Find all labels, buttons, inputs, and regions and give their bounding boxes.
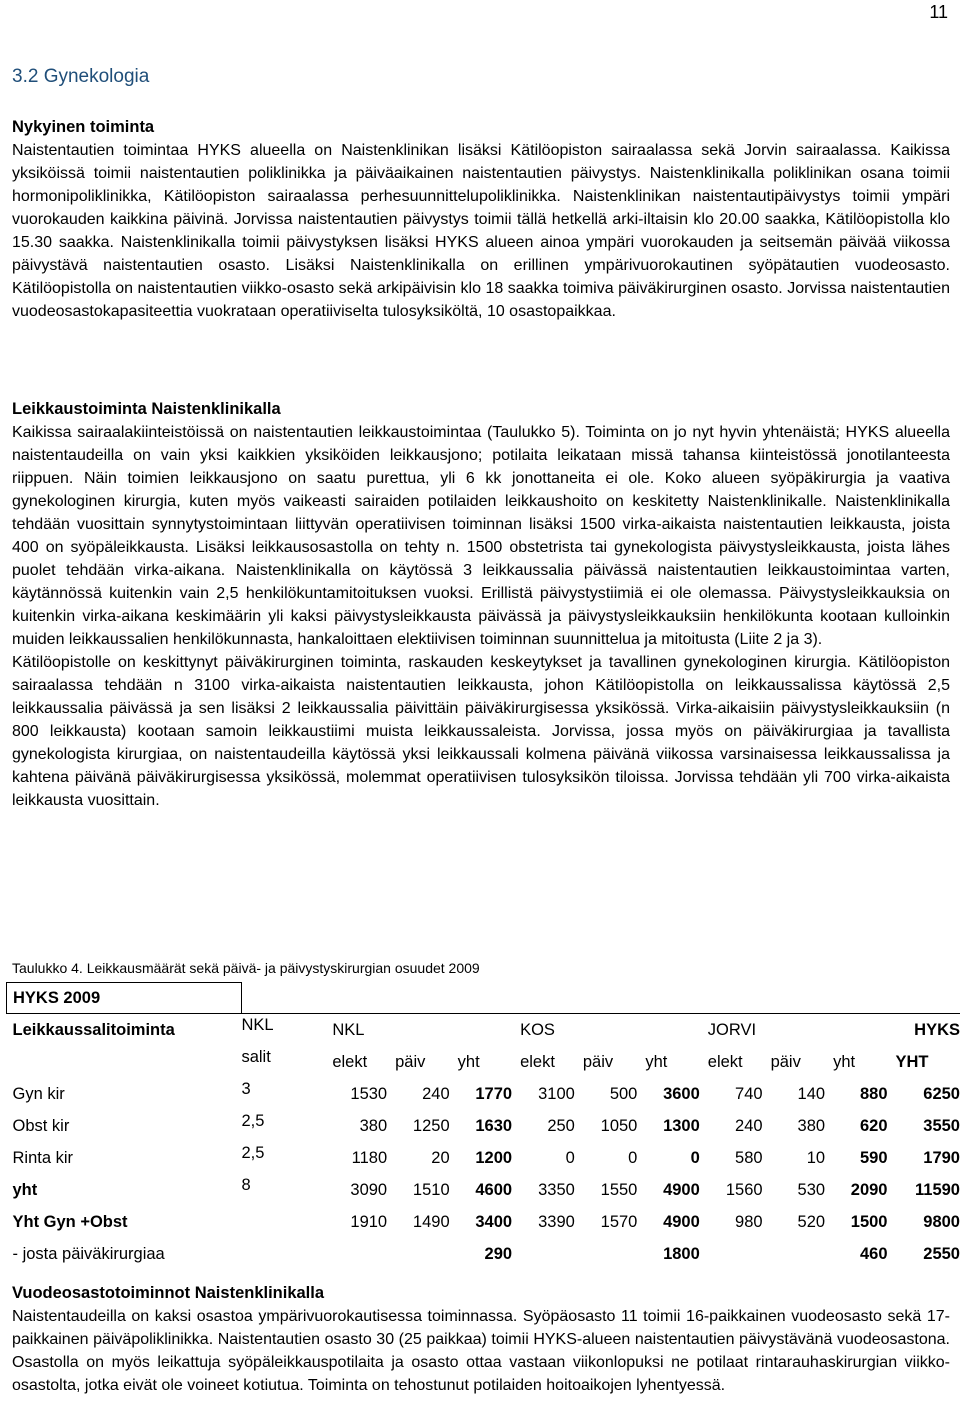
table-title: HYKS 2009: [7, 983, 242, 1014]
table-cell: [700, 1238, 763, 1270]
table-cell: 1800: [663, 1244, 700, 1263]
subhead: päiv: [770, 1052, 801, 1071]
table-row: [7, 1078, 960, 1110]
table-cell: 3350: [538, 1180, 575, 1199]
subhead: yht: [645, 1052, 668, 1071]
table-cell: 9800: [923, 1212, 960, 1231]
table-cell: [387, 1238, 450, 1270]
group-kos: KOS: [512, 1014, 700, 1047]
table-row: [7, 1174, 960, 1206]
surgery-table: [6, 982, 960, 1270]
row-label: Yht Gyn +Obst: [12, 1212, 128, 1231]
table-cell: 3550: [923, 1116, 960, 1135]
table-cell: 880: [859, 1084, 888, 1103]
table-cell: [575, 1238, 638, 1270]
table-cell: 250: [547, 1116, 575, 1135]
table-cell: 380: [359, 1116, 388, 1135]
row-label: - josta päiväkirurgiaa: [12, 1244, 165, 1263]
table-cell: [324, 1238, 387, 1270]
table-cell: 4900: [663, 1212, 700, 1231]
table-cell: 3090: [350, 1180, 388, 1199]
table-cell: 1790: [923, 1148, 960, 1167]
table-cell: 620: [859, 1116, 888, 1135]
table-cell: 1180: [351, 1148, 388, 1167]
table-cell: 240: [422, 1084, 450, 1103]
subhead: elekt: [332, 1052, 368, 1071]
table-cell: 140: [797, 1084, 826, 1103]
table-cell: 1570: [600, 1212, 638, 1231]
table-cell: 1550: [600, 1180, 638, 1199]
table-cell: 1200: [475, 1148, 513, 1167]
table-body: [7, 1078, 960, 1270]
table-cell: 1530: [350, 1084, 388, 1103]
row-salit: 2,5: [241, 1144, 265, 1162]
nkl-head: NKL: [241, 1014, 324, 1047]
table-cell: 0: [628, 1148, 638, 1167]
table-cell: 0: [690, 1148, 700, 1167]
table-row: [7, 1142, 960, 1174]
current-section: [12, 116, 950, 323]
table-cell: 500: [609, 1084, 638, 1103]
group-hyks: HYKS: [888, 1014, 960, 1047]
table-subhead-row: [7, 1046, 960, 1078]
ward-text: Naistentaudeilla on kaksi osastoa ympärivuorokautisessa toiminnassa. Syöpäosasto 11 toimii 16-paikkainen vuodeosasto sekä 17-paikkainen päiväpoliklinikka. Naistentautien osasto 30 (25 paikkaa) toimii HYKS-alueen naistentautien päivystävänä vuodeosastona. Osastolla on myös leikattuja syöpäleikkauspotilaita ja osasto ottaa vastaan viikonlopuksi ne potilaat rintarauhaskirurgian viikko-osastolta, jotka eivät ole voineet kotiutua. Toiminta on tehostunut potilaiden hoitoaikojen lyhentyessä.: [12, 1308, 950, 1394]
row-label: Rinta kir: [12, 1148, 74, 1167]
current-text: Naistentautien toimintaa HYKS alueella on Naistenklinikan lisäksi Kätilöopiston sairaalassa sekä Jorvin sairaalassa. Kaikissa yksiköissä toimii naistentautien poliklinikka ja päiväaikainen naistentautien päivystys. Naistenklinikalla poliklinikan osana toimii hormonipoliklinikka, Kätilöopiston sairaalassa perhesuunnittelupoliklinikka. Naistenklinikan naistentautipäivystys toimii ympäri vuorokauden kaikkina päivinä. Jorvissa naistentautien päivystys toimii tällä hetkellä arki-iltaisin klo 20.00 saakka, Kätilöopistolla klo 15.30 saakka. Naistenklinikalla toimii päivystyksen lisäksi HYKS alueen ainoa ympäri vuorokauden ja seitsemän päivää viikossa päivystävä naistentautien osasto. Lisäksi Naistenklinikalla on erillinen ympärivuorokautinen syöpätautien vuodeosasto. Kätilöopistolla on naistentautien viikko-osasto sekä arkipäivisin klo 18 saakka toimiva päiväkirurginen osasto. Jorvissa naistentautien vuodeosastokapasiteettia vuokrataan operatiiviselta tulosyksiköltä, 10 osastopaikkaa.: [12, 142, 950, 320]
table-cell: 520: [797, 1212, 826, 1231]
table-cell: 380: [797, 1116, 826, 1135]
row-label: Gyn kir: [12, 1084, 65, 1103]
table-cell: 20: [431, 1148, 450, 1167]
table-cell: 240: [735, 1116, 763, 1135]
row-salit: [241, 1206, 324, 1238]
table-cell: 590: [859, 1148, 888, 1167]
nkl-sub: salit: [241, 1048, 271, 1066]
subhead: yht: [833, 1052, 856, 1071]
table-cell: 530: [797, 1180, 826, 1199]
table-cell: 1500: [850, 1212, 888, 1231]
table-cell: 0: [565, 1148, 575, 1167]
table-cell: 1250: [412, 1116, 450, 1135]
table-caption: Taulukko 4. Leikkausmäärät sekä päivä- ja päivystyskirurgian osuudet 2009: [12, 960, 480, 976]
section-title: 3.2 Gynekologia: [12, 66, 150, 87]
table-cell: 1490: [412, 1212, 450, 1231]
table-cell: 10: [806, 1148, 826, 1167]
table-cell: 740: [735, 1084, 763, 1103]
table-row: [7, 1206, 960, 1238]
table-row: [7, 1238, 960, 1270]
surgery-text: Kaikissa sairaalakiinteistöissä on naistentautien leikkaustoimintaa (Taulukko 5). Toiminta on jo nyt hyvin yhtenäistä; HYKS alueella naistentaudeilla on vain yksi kaikkien yksiköiden leikkausjono; potilaita leikataan missä tahansa kiinteistössä jonotilanteesta riippuen. Näin toimien leikkausjono on saatu purettua, yli 6 kk jonottaneita ei ole. Koko alueen syöpäkirurgia ja vaativa gynekologinen kirurgia, kuten myös vaikeasti sairaiden potilaiden leikkaushoito on keskitetty Naistenklinikalle. Naistenklinikalla tehdään vuosittain synnytystoimintaan liittyvän operatiivisen toiminnan lisäksi 1500 virka-aikaista naistentautien leikkausta, joista 400 on syöpäleikkausta. Lisäksi leikkausosastolla on tehty n. 1500 obstetrista tai gynekologista päivystysleikkausta, joista lähes puolet tehdään virka-aikana. Naistenklinikalla on käytössä 3 leikkaussalia päivässä naistentautien leikkaustoimintaa varten, käytännössä kuitenkin vain 2,5 henkilökuntamitoituksen vuoksi. Erillistä päivystystiimiä ei ole olemassa. Päivystysleikkauksia on kuitenkin virka-aikana keskimäärin yli kaksi päivystysleikkausta päivässä ja päivystysleikkauksiin henkilökunta kootaan kulloinkin muiden leikkaussalien henkilökunnasta, hankaloittaen elektiivisen toiminnan suunnittelua ja mitoitusta (Liite 2 ja 3).: [12, 424, 950, 648]
table-cell: 3390: [538, 1212, 575, 1231]
table-cell: 3400: [475, 1212, 513, 1231]
table-cell: 1630: [475, 1116, 513, 1135]
group-jorvi: JORVI: [700, 1014, 888, 1047]
table-cell: [763, 1238, 826, 1270]
row-salit: 2,5: [241, 1112, 265, 1130]
table-cell: 2550: [923, 1244, 960, 1263]
row-label-head: Leikkaussalitoiminta: [7, 1014, 242, 1047]
row-salit: [241, 1238, 324, 1270]
row-salit: 8: [241, 1176, 251, 1194]
subhead: päiv: [395, 1052, 426, 1071]
table-cell: 4900: [663, 1180, 700, 1199]
subhead: YHT: [895, 1052, 929, 1071]
table-cell: 4600: [475, 1180, 513, 1199]
subhead: elekt: [520, 1052, 555, 1071]
table-group-row: [7, 1014, 960, 1047]
table-cell: 3600: [663, 1084, 700, 1103]
row-salit: 3: [241, 1080, 251, 1098]
blank: [7, 1046, 242, 1078]
table-title-row: [7, 983, 960, 1014]
page-number: 11: [929, 2, 948, 22]
subhead: elekt: [707, 1052, 743, 1071]
row-label: yht: [12, 1180, 38, 1199]
current-heading: Nykyinen toiminta: [12, 118, 155, 136]
ward-heading: Vuodeosastotoiminnot Naistenklinikalla: [12, 1284, 325, 1302]
subhead: päiv: [582, 1052, 614, 1071]
ward-section: [12, 1282, 950, 1397]
spacer: [241, 983, 960, 1014]
table-cell: 1050: [600, 1116, 638, 1135]
table-cell: 980: [735, 1212, 763, 1231]
subhead: yht: [457, 1052, 480, 1071]
table-cell: 1510: [412, 1180, 450, 1199]
table-cell: 1560: [725, 1180, 763, 1199]
table-cell: 1910: [350, 1212, 388, 1231]
table-cell: [512, 1238, 575, 1270]
table-row: [7, 1110, 960, 1142]
table-cell: 2090: [850, 1180, 888, 1199]
surgery-section: [12, 398, 950, 812]
table-cell: 1300: [663, 1116, 700, 1135]
table-cell: 1770: [475, 1084, 513, 1103]
surgery-text-2: Kätilöopistolle on keskittynyt päiväkirurginen toiminta, raskauden keskeytykset ja tavallinen gynekologinen kirurgia. Kätilöopiston sairaalassa tehdään n 3100 virka-aikaista naistentautien leikkausta, johon Kätilöopistolla on leikkaussalissa käytössä 2,5 leikkaussalia päivässä ja sen lisäksi 2 leikkaussalia päivittäin päiväkirurgisessa yksikössä. Virka-aikaisiin päivystysleikkauksiin (n 800 leikkausta) kootaan samoin leikkaustiimi muista leikkaussaleista. Jorvissa, jossa myös on päiväkirurgiaa ja tavallista gynekologista kirurgiaa, on naistentaudeilla käytössä yksi leikkaussali kolmena päivänä viikossa varsinaisessa leikkaussalissa ja kahtena päivänä päiväkirurgisessa yksikössä, molemmat operatiivisen tulosyksikön tiloissa. Jorvissa tehdään yli 700 virka-aikaista leikkausta vuosittain.: [12, 654, 950, 809]
table-cell: 6250: [923, 1084, 960, 1103]
table-cell: 460: [859, 1244, 888, 1263]
table-cell: 11590: [915, 1180, 960, 1199]
surgery-heading: Leikkaustoiminta Naistenklinikalla: [12, 400, 281, 418]
table-cell: 290: [484, 1244, 513, 1263]
group-nkl: NKL: [324, 1014, 512, 1047]
table-cell: 3100: [538, 1084, 575, 1103]
table-cell: 580: [735, 1148, 763, 1167]
row-label: Obst kir: [12, 1116, 70, 1135]
